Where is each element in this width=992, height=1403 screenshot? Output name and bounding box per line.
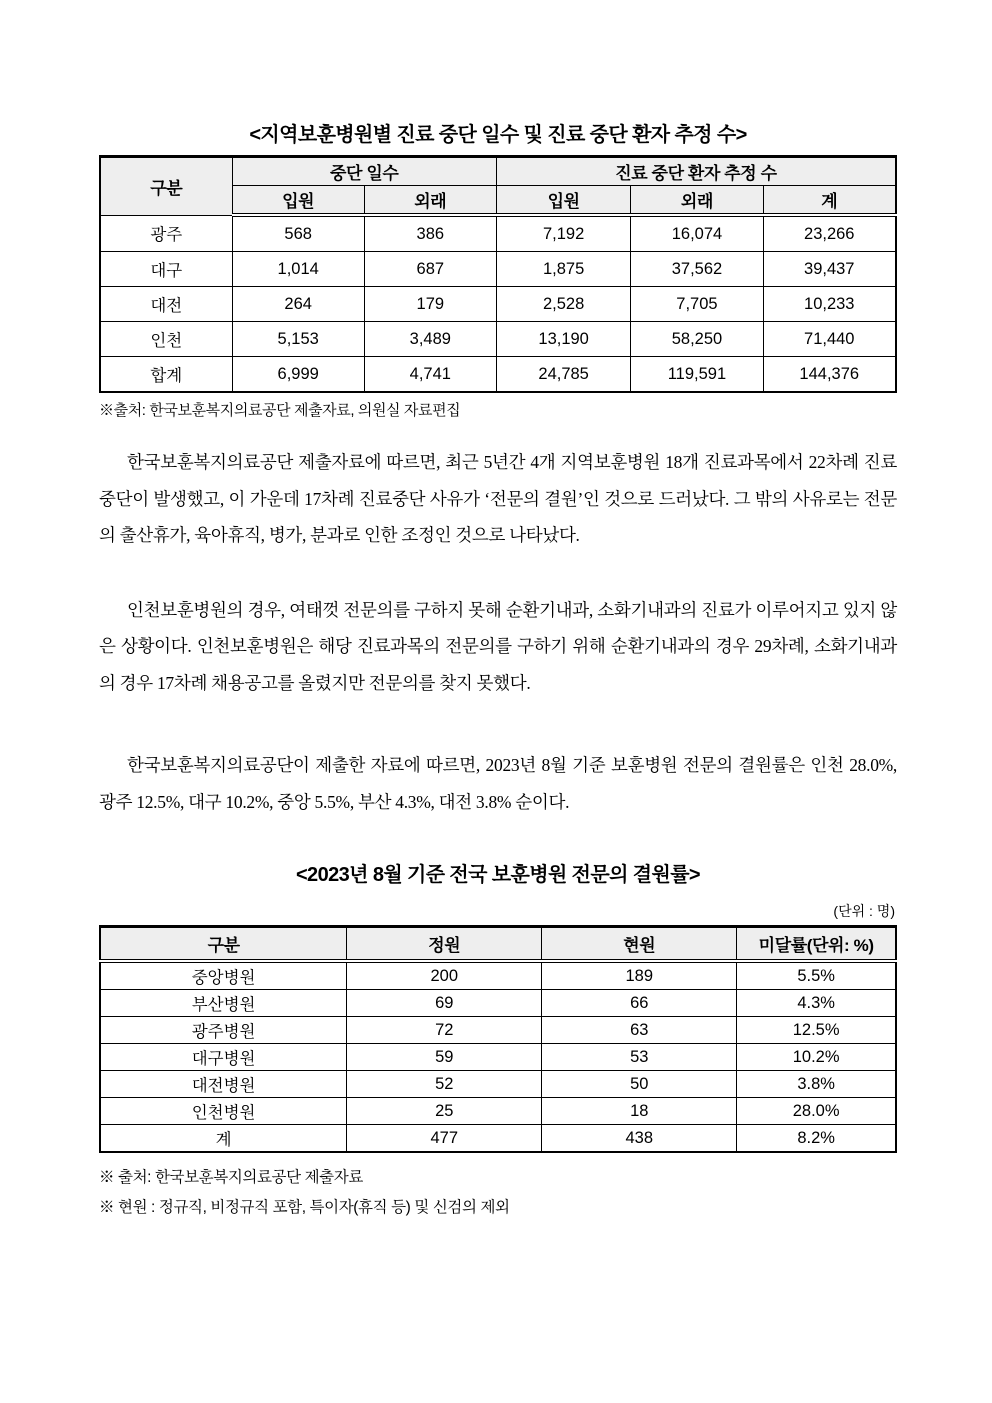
value-cell: 7,705 xyxy=(631,287,763,322)
table1-suspension-days-patients xyxy=(99,155,897,393)
table-row-daegu-hospital xyxy=(100,1044,896,1071)
row-label-cell: 대전병원 xyxy=(100,1071,347,1098)
value-cell: 119,591 xyxy=(631,357,763,393)
value-cell: 18 xyxy=(542,1098,737,1125)
value-cell: 72 xyxy=(347,1017,542,1044)
value-cell: 24,785 xyxy=(496,357,631,393)
table1-subheader-outpatient-days: 외래 xyxy=(364,186,496,216)
value-cell: 28.0% xyxy=(737,1098,896,1125)
value-cell: 8.2% xyxy=(737,1125,896,1153)
table-row-total xyxy=(100,1125,896,1153)
value-cell: 438 xyxy=(542,1125,737,1153)
table-row-gwangju-hospital xyxy=(100,1017,896,1044)
table1-header-group-days: 중단 일수 xyxy=(232,157,496,186)
value-cell: 10.2% xyxy=(737,1044,896,1071)
table1-body xyxy=(100,215,896,392)
table2-body xyxy=(100,961,896,1152)
value-cell: 10,233 xyxy=(763,287,896,322)
table-row-central-hospital xyxy=(100,961,896,990)
value-cell: 39,437 xyxy=(763,252,896,287)
row-label-cell: 부산병원 xyxy=(100,990,347,1017)
value-cell: 2,528 xyxy=(496,287,631,322)
value-cell: 189 xyxy=(542,961,737,990)
value-cell: 69 xyxy=(347,990,542,1017)
paragraph-suspension-summary: 한국보훈복지의료공단 제출자료에 따르면, 최근 5년간 4개 지역보훈병원 18개 진료과목에서 22차례 진료 중단이 발생했고, 이 가운데 17차례 진료중단 사유가 ‘전문의 결원’인 것으로 드러났다. 그 밖의 사유로는 전문의 출산휴가, 육아휴직, 병가, 분과로 인한 조정인 것으로 나타났다. xyxy=(99,452,897,545)
table2-header-shortfall-rate: 미달률(단위: %) xyxy=(737,927,896,962)
table2-title: <2023년 8월 기준 전국 보훈병원 전문의 결원률> xyxy=(295,864,701,886)
table1-subheader-outpatient: 외래 xyxy=(631,186,763,216)
table-row-daejeon-hospital xyxy=(100,1071,896,1098)
value-cell: 58,250 xyxy=(631,322,763,357)
table2-footnote-source: ※ 출처: 한국보훈복지의료공단 제출자료 xyxy=(99,1169,363,1186)
table-row-daegu xyxy=(100,252,896,287)
value-cell: 63 xyxy=(542,1017,737,1044)
value-cell: 59 xyxy=(347,1044,542,1071)
value-cell: 477 xyxy=(347,1125,542,1153)
value-cell: 3,489 xyxy=(364,322,496,357)
row-label-cell: 계 xyxy=(100,1125,347,1153)
table1-subheader-total: 계 xyxy=(763,186,896,216)
table2-specialist-vacancy xyxy=(99,925,897,1153)
table1-source-note: ※출처: 한국보훈복지의료공단 제출자료, 의원실 자료편집 xyxy=(99,402,461,419)
value-cell: 7,192 xyxy=(496,215,631,252)
table-row-incheon xyxy=(100,322,896,357)
table2-unit-note: (단위 : 명) xyxy=(833,903,895,919)
table1-subheader-inpatient-days: 입원 xyxy=(232,186,364,216)
value-cell: 5,153 xyxy=(232,322,364,357)
row-label-cell: 대구병원 xyxy=(100,1044,347,1071)
value-cell: 6,999 xyxy=(232,357,364,393)
table2-footnote-current-definition: ※ 현원 : 정규직, 비정규직 포함, 특이자(휴직 등) 및 신검의 제외 xyxy=(99,1199,510,1216)
row-label-cell: 광주병원 xyxy=(100,1017,347,1044)
value-cell: 4.3% xyxy=(737,990,896,1017)
value-cell: 264 xyxy=(232,287,364,322)
value-cell: 687 xyxy=(364,252,496,287)
row-label-cell: 대전 xyxy=(100,287,232,322)
value-cell: 12.5% xyxy=(737,1017,896,1044)
table-row-total xyxy=(100,357,896,393)
value-cell: 25 xyxy=(347,1098,542,1125)
value-cell: 179 xyxy=(364,287,496,322)
table1-subheader-inpatient: 입원 xyxy=(496,186,631,216)
value-cell: 386 xyxy=(364,215,496,252)
table2-header-quota: 정원 xyxy=(347,927,542,962)
table1-title: <지역보훈병원별 진료 중단 일수 및 진료 중단 환자 추정 수> xyxy=(249,124,747,146)
table2-header-category: 구분 xyxy=(100,927,347,962)
row-label-cell: 인천병원 xyxy=(100,1098,347,1125)
table2-header-row xyxy=(100,927,896,962)
value-cell: 1,875 xyxy=(496,252,631,287)
value-cell: 13,190 xyxy=(496,322,631,357)
value-cell: 66 xyxy=(542,990,737,1017)
value-cell: 71,440 xyxy=(763,322,896,357)
table1-header-row-groups xyxy=(100,157,896,186)
value-cell: 52 xyxy=(347,1071,542,1098)
value-cell: 1,014 xyxy=(232,252,364,287)
value-cell: 3.8% xyxy=(737,1071,896,1098)
value-cell: 568 xyxy=(232,215,364,252)
table-row-gwangju xyxy=(100,215,896,252)
value-cell: 200 xyxy=(347,961,542,990)
table-row-incheon-hospital xyxy=(100,1098,896,1125)
value-cell: 144,376 xyxy=(763,357,896,393)
table-row-daejeon xyxy=(100,287,896,322)
paragraph-vacancy-rates: 한국보훈복지의료공단이 제출한 자료에 따르면, 2023년 8월 기준 보훈병원 전문의 결원률은 인천 28.0%, 광주 12.5%, 대구 10.2%, 중앙 5.5%, 부산 4.3%, 대전 3.8% 순이다. xyxy=(99,755,897,812)
value-cell: 53 xyxy=(542,1044,737,1071)
value-cell: 16,074 xyxy=(631,215,763,252)
value-cell: 50 xyxy=(542,1071,737,1098)
row-label-cell: 인천 xyxy=(100,322,232,357)
table1-header-group-patients: 진료 중단 환자 추정 수 xyxy=(496,157,896,186)
row-label-cell: 광주 xyxy=(100,215,232,252)
paragraph-incheon-case: 인천보훈병원의 경우, 여태껏 전문의를 구하지 못해 순환기내과, 소화기내과의 진료가 이루어지고 있지 않은 상황이다. 인천보훈병원은 해당 진료과목의 전문의를 구하기 위해 순환기내과의 경우 29차례, 소화기내과의 경우 17차례 채용공고를 올렸지만 전문의를 찾지 못했다. xyxy=(99,599,897,693)
table-row-busan-hospital xyxy=(100,990,896,1017)
value-cell: 4,741 xyxy=(364,357,496,393)
value-cell: 5.5% xyxy=(737,961,896,990)
table1-header-corner: 구분 xyxy=(100,157,232,216)
table1-header xyxy=(100,157,896,216)
row-label-cell: 합계 xyxy=(100,357,232,393)
row-label-cell: 중앙병원 xyxy=(100,961,347,990)
row-label-cell: 대구 xyxy=(100,252,232,287)
table2-header-current: 현원 xyxy=(542,927,737,962)
value-cell: 37,562 xyxy=(631,252,763,287)
value-cell: 23,266 xyxy=(763,215,896,252)
table2-header xyxy=(100,927,896,962)
